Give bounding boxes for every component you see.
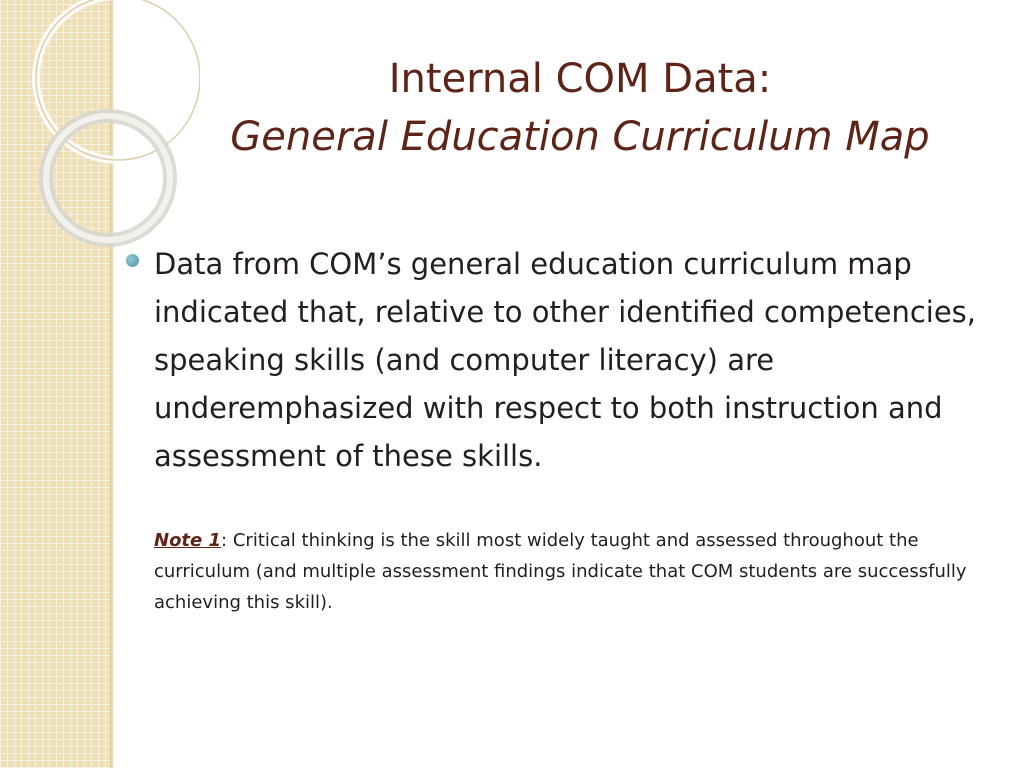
note-separator: :: [221, 530, 233, 551]
note-label: Note 1: [154, 530, 222, 551]
bullet-text: Data from COM’s general education curriculum map indicated that, relative to other identified competencies, speaking skills (and computer literacy) are underemphasized with respect to both instruction and assessment of these skills.: [154, 247, 976, 473]
bullet-dot-icon: [126, 254, 139, 267]
note-paragraph: [154, 525, 1004, 618]
slide-title-line2: General Education Curriculum Map: [230, 114, 930, 160]
slide-title: [150, 50, 1010, 166]
slide-title-line1: Internal COM Data:: [388, 56, 772, 102]
note-text: Critical thinking is the skill most widely taught and assessed throughout the curriculum (and multiple assessment findings indicate that COM students are successfully achieving this skill).: [154, 530, 967, 613]
bullet-item: [126, 240, 1006, 480]
